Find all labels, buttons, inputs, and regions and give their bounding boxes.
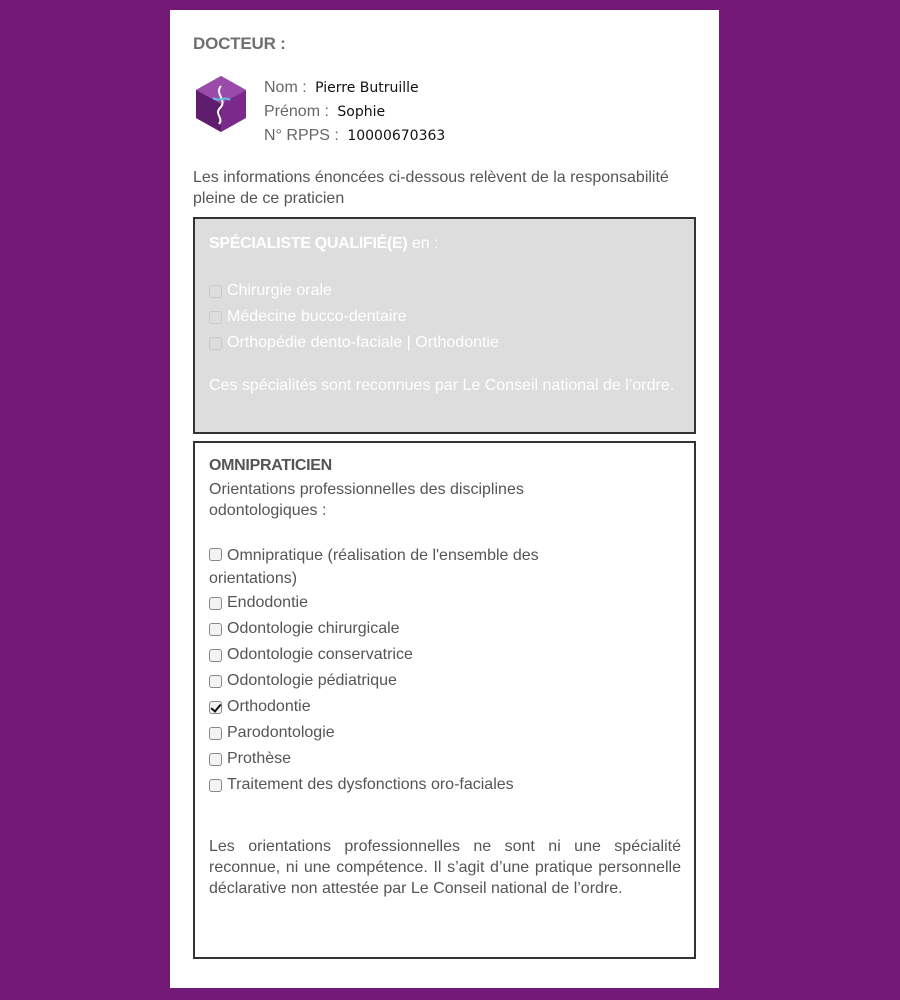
prenom-row <box>264 100 445 124</box>
option-label: Traitement des dysfonctions oro-faciales <box>227 776 514 793</box>
option-label: Orthopédie dento-faciale | Orthodontie <box>227 334 499 351</box>
rpps-row <box>264 124 445 148</box>
option-label: Médecine bucco-dentaire <box>227 308 407 325</box>
checkbox[interactable] <box>209 779 222 792</box>
prenom-label: Prénom : <box>264 103 329 120</box>
checkbox[interactable] <box>209 311 222 324</box>
specialist-note: Ces spécialités sont reconnues par Le Conseil national de l’ordre. <box>209 377 675 394</box>
specialist-option[interactable] <box>209 304 499 330</box>
orientation-options <box>209 544 629 798</box>
nom-label: Nom : <box>264 79 307 96</box>
specialist-title <box>209 235 439 253</box>
orientation-option[interactable] <box>209 694 629 720</box>
doctor-card <box>170 10 719 988</box>
option-label: Parodontologie <box>227 724 335 741</box>
checkbox[interactable] <box>209 675 222 688</box>
checkbox[interactable] <box>209 337 222 350</box>
orientation-option[interactable] <box>209 746 629 772</box>
specialist-title-rest: en : <box>407 235 439 252</box>
option-label: Endodontie <box>227 594 308 611</box>
prenom-value: Sophie <box>337 104 386 120</box>
orientation-option[interactable] <box>209 590 629 616</box>
checkbox[interactable] <box>209 623 222 636</box>
orientation-option[interactable] <box>209 642 629 668</box>
section-title: DOCTEUR : <box>193 34 286 53</box>
specialist-options <box>209 278 499 356</box>
rpps-value: 10000670363 <box>347 128 446 144</box>
option-label: Orthodontie <box>227 698 311 715</box>
orientation-option[interactable] <box>209 544 629 590</box>
checkbox[interactable] <box>209 727 222 740</box>
checkbox[interactable] <box>209 597 222 610</box>
checkbox[interactable] <box>209 285 222 298</box>
checkbox[interactable] <box>209 649 222 662</box>
option-label: Odontologie pédiatrique <box>227 672 397 689</box>
option-label: Prothèse <box>227 750 292 767</box>
specialist-title-bold: SPÉCIALISTE QUALIFIÉ(E) <box>209 235 408 252</box>
checkbox[interactable] <box>209 753 222 766</box>
identity-block <box>264 76 445 148</box>
nom-row <box>264 76 445 100</box>
rpps-label: N° RPPS : <box>264 127 339 144</box>
orientation-option[interactable] <box>209 668 629 694</box>
specialist-option[interactable] <box>209 330 499 356</box>
orientation-option[interactable] <box>209 616 629 642</box>
nom-value: Pierre Butruille <box>315 80 419 96</box>
specialist-option[interactable] <box>209 278 499 304</box>
orientation-option[interactable] <box>209 772 629 798</box>
option-label: Odontologie chirurgicale <box>227 620 400 637</box>
ordre-logo-icon <box>194 74 248 134</box>
option-label: Chirurgie orale <box>227 282 332 299</box>
checkbox[interactable] <box>209 701 222 714</box>
option-label: Omnipratique (réalisation de l'ensemble des orientations) <box>209 547 539 587</box>
checkbox[interactable] <box>209 548 222 561</box>
orientation-note: Les orientations professionnelles ne sont ni une spécialité reconnue, ni une compétence. Il s’agit d’une pratique personnelle déclarative non attestée par Le Conseil national de l’ordre. <box>209 838 681 897</box>
option-label: Odontologie conservatrice <box>227 646 413 663</box>
omnipraticien-title: OMNIPRATICIEN <box>209 457 332 474</box>
omnipraticien-subtitle: Orientations professionnelles des disciplines odontologiques : <box>209 481 524 519</box>
responsibility-text: Les informations énoncées ci-dessous relèvent de la responsabilité pleine de ce praticien <box>193 169 669 207</box>
orientation-option[interactable] <box>209 720 629 746</box>
omnipraticien-box <box>193 441 696 959</box>
specialist-box <box>193 217 696 434</box>
